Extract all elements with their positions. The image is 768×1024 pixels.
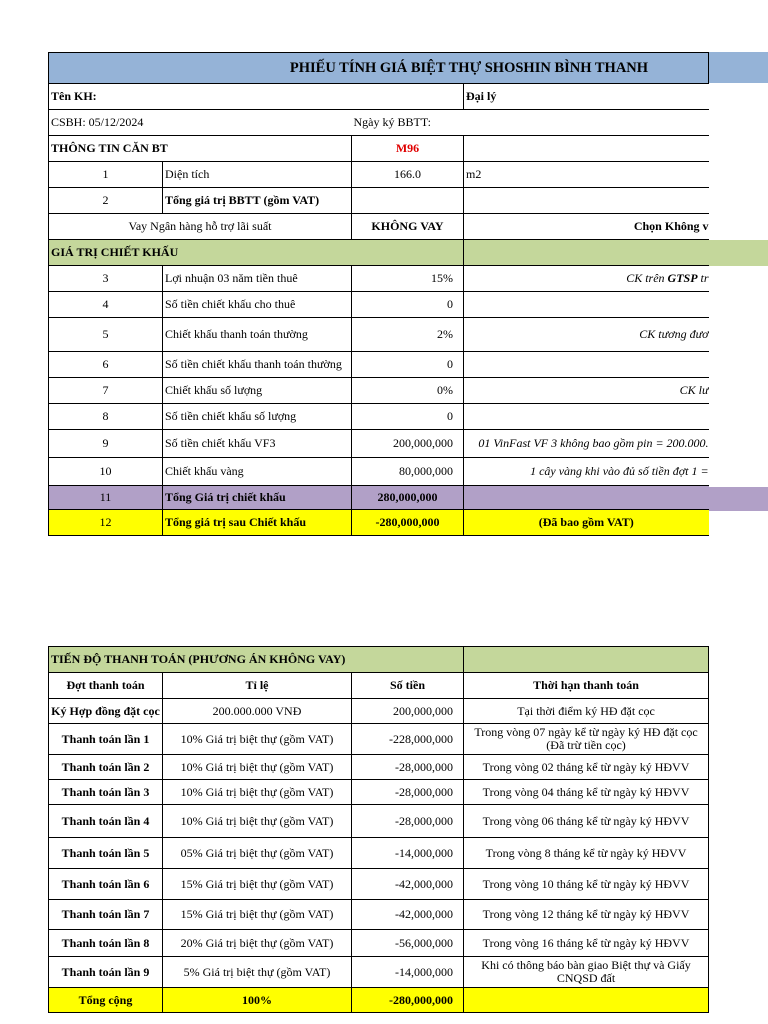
discount-total-value: 280,000,000 xyxy=(352,486,464,510)
loan-row: Vay Ngân hàng hỗ trợ lãi suất KHÔNG VAY Chọn Không v xyxy=(49,214,709,240)
payment-row: Thanh toán lần 8 20% Giá trị biệt thự (gồm VAT) -56,000,000 Trong vòng 16 tháng kể từ ngày ký HĐVV xyxy=(49,930,709,957)
payment-table xyxy=(48,646,709,1013)
area-row: 1 Diện tích 166.0 m2 xyxy=(49,162,709,188)
total-bbtt-value[interactable] xyxy=(352,188,464,214)
loan-select[interactable]: KHÔNG VAY xyxy=(352,214,464,240)
payment-header: TIẾN ĐỘ THANH TOÁN (PHƯƠNG ÁN KHÔNG VAY) xyxy=(49,647,464,673)
discount-row: 8 Số tiền chiết khấu số lượng 0 xyxy=(49,404,709,430)
after-discount-row: 12 Tổng giá trị sau Chiết khấu -280,000,000 (Đã bao gồm VAT) xyxy=(49,510,709,536)
payment-schedule xyxy=(48,646,709,1013)
payment-column-headers: Đợt thanh toán Tỉ lệ Số tiền Thời hạn thanh toán xyxy=(49,673,709,699)
total-bbtt-row: 2 Tổng giá trị BBTT (gồm VAT) xyxy=(49,188,709,214)
payment-row: Thanh toán lần 1 10% Giá trị biệt thự (gồm VAT) -228,000,000 Trong vòng 07 ngày kể từ ngày ký HĐ đặt cọc (Đã trừ tiền cọc) xyxy=(49,724,709,755)
payment-row: Ký Hợp đồng đặt cọc 200.000.000 VNĐ 200,000,000 Tại thời điểm ký HĐ đặt cọc xyxy=(49,699,709,724)
discount-header: GIÁ TRỊ CHIẾT KHẤU xyxy=(49,240,464,266)
sheet-title: PHIẾU TÍNH GIÁ BIỆT THỰ SHOSHIN BÌNH THANH xyxy=(49,53,709,84)
discount-row: 9 Số tiền chiết khấu VF3 200,000,000 01 VinFast VF 3 không bao gồm pin = 200.000. xyxy=(49,430,709,458)
price-sheet xyxy=(48,52,768,536)
price-table xyxy=(48,52,709,536)
payment-row: Thanh toán lần 5 05% Giá trị biệt thự (gồm VAT) -14,000,000 Trong vòng 8 tháng kể từ ngày ký HĐVV xyxy=(49,838,709,869)
unit-code[interactable]: M96 xyxy=(352,136,464,162)
customer-label[interactable]: Tên KH: xyxy=(49,84,464,110)
payment-total-row: Tổng cộng 100% -280,000,000 xyxy=(49,988,709,1013)
payment-row: Thanh toán lần 4 10% Giá trị biệt thự (gồm VAT) -28,000,000 Trong vòng 06 tháng kể từ ngày ký HĐVV xyxy=(49,805,709,838)
csbh-date: CSBH: 05/12/2024 xyxy=(49,110,352,136)
payment-row: Thanh toán lần 6 15% Giá trị biệt thự (gồm VAT) -42,000,000 Trong vòng 10 tháng kể từ ngày ký HĐVV xyxy=(49,869,709,900)
after-discount-value: -280,000,000 xyxy=(352,510,464,536)
sign-date-label[interactable]: Ngày ký BBTT: xyxy=(352,110,709,136)
discount-total-row: 11 Tổng Giá trị chiết khấu 280,000,000 xyxy=(49,486,709,510)
discount-row: 5 Chiết khấu thanh toán thường 2% CK tương đươ xyxy=(49,318,709,352)
payment-row: Thanh toán lần 3 10% Giá trị biệt thự (gồm VAT) -28,000,000 Trong vòng 04 tháng kể từ ngày ký HĐVV xyxy=(49,780,709,805)
agent-label[interactable]: Đại lý xyxy=(464,84,709,110)
discount-row: 3 Lợi nhuận 03 năm tiền thuê 15% CK trên GTSP tr xyxy=(49,266,709,292)
payment-total-amount: -280,000,000 xyxy=(352,988,464,1013)
area-value[interactable]: 166.0 xyxy=(352,162,464,188)
discount-row: 6 Số tiền chiết khấu thanh toán thường 0 xyxy=(49,352,709,378)
info-header: THÔNG TIN CĂN BT xyxy=(49,136,352,162)
discount-row: 7 Chiết khấu số lượng 0% CK lư xyxy=(49,378,709,404)
discount-row: 4 Số tiền chiết khấu cho thuê 0 xyxy=(49,292,709,318)
payment-row: Thanh toán lần 9 5% Giá trị biệt thự (gồm VAT) -14,000,000 Khi có thông báo bàn giao Biệt thự và Giấy CNQSD đất xyxy=(49,957,709,988)
payment-row: Thanh toán lần 7 15% Giá trị biệt thự (gồm VAT) -42,000,000 Trong vòng 12 tháng kể từ ngày ký HĐVV xyxy=(49,900,709,930)
payment-row: Thanh toán lần 2 10% Giá trị biệt thự (gồm VAT) -28,000,000 Trong vòng 02 tháng kể từ ngày ký HĐVV xyxy=(49,755,709,780)
discount-row: 10 Chiết khấu vàng 80,000,000 1 cây vàng khi vào đủ số tiền đợt 1 = xyxy=(49,458,709,486)
